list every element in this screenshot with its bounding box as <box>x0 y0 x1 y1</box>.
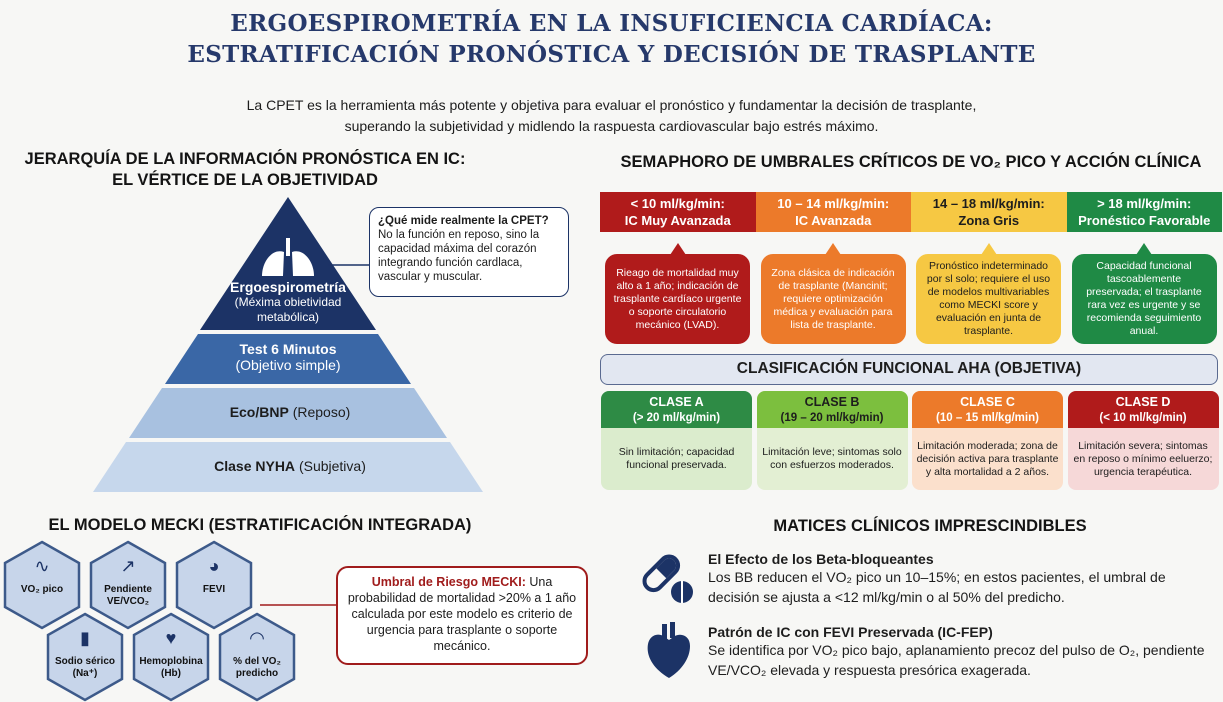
variable-label: % del VO₂ predicho <box>233 656 281 679</box>
matices-heading: MATICES CLÍNICOS IMPRESCINDIBLES <box>773 517 1087 535</box>
level-range: > 18 ml/kg/min: <box>1097 196 1192 211</box>
waveform-icon: ∿ <box>34 556 50 576</box>
aha-class-3 <box>912 391 1063 490</box>
class-text: Limitación moderada; zona de decisión activa para trasplante y alta mortalidad a 2 años. <box>916 439 1059 478</box>
semaphore-heading: SEMAPHORO DE UMBRALES CRÍTICOS DE VO₂ PICO Y ACCIÓN CLÍNICA <box>620 153 1202 171</box>
action-text: Zona clásica de indicación de trasplante (Mancinit; requiere optimización médica y evaluación para lista de trasplante. <box>771 266 895 331</box>
tier-4-title: Clase NYHA <box>214 458 296 474</box>
class-text: Sin limitación; capacidad funcional preservada. <box>618 446 735 471</box>
action-text: Rieago de mortalidad muy alto a 1 año; indicación de trasplante cardíaco urgente o soporte circulatorio mecánico (LVAD). <box>613 266 742 331</box>
level-label: Zona Gris <box>958 213 1020 228</box>
tier-1-sub1: (Méxima obietividad <box>234 295 342 309</box>
subtitle-line-1: La CPET es la herramienta más potente y objetiva para evaluar el pronóstico y fundamentar la decisión de trasplante, <box>246 97 977 113</box>
semaphore-level-3 <box>911 192 1067 232</box>
tier-2-label <box>188 341 388 373</box>
tier-1-title: Ergoespirometría <box>230 279 346 295</box>
subtitle-line-2: superando la subjetividad y midlendo la raspuesta cardiovascular bajo estrés máximo. <box>344 118 879 134</box>
matiz-1-text: Los BB reducen el VO₂ pico un 10–15%; en estos pacientes, el umbral de decisión se ajusta a <12 ml/kg/min o al 50% del predicho. <box>708 569 1166 605</box>
mecki-variable-vo2-predicho <box>217 612 297 702</box>
variable-label: VO₂ pico <box>20 584 64 595</box>
mecki-box-title: Umbral de Riesgo MECKI: <box>371 575 526 589</box>
class-range: (10 – 15 ml/kg/min) <box>936 412 1039 424</box>
title-line-1: ERGOESPIROMETRÍA EN LA INSUFICIENCIA CARDÍACA: <box>230 10 993 37</box>
tier-1-sub2: metabólica) <box>256 310 320 324</box>
class-name: CLASE A <box>649 395 704 409</box>
aha-class-4 <box>1068 391 1219 490</box>
aha-class-1 <box>601 391 752 490</box>
tier-3-sub: (Reposo) <box>292 404 351 420</box>
pyramid-heading-line-2: EL VÉRTICE DE LA OBJETIVIDAD <box>112 171 378 189</box>
tier-2-sub: (Objetivo simple) <box>235 357 341 373</box>
tier-2-title: Test 6 Minutos <box>239 341 337 357</box>
class-name: CLASE B <box>804 395 860 409</box>
matiz-ic-fep <box>708 624 1218 680</box>
class-text: Limitación severa; sintomas en reposo o mínimo eeluerzo; urgencia terapéutica. <box>1073 439 1213 478</box>
heart-icon <box>644 620 694 680</box>
heart-pulse-icon: ♥ <box>165 628 177 648</box>
mecki-box-text: Una probabilidad de mortalidad >20% a 1 año calculada por este modelo es criterio de urgencia para trasplante o soporte mecánico. <box>347 575 577 653</box>
callout-title: ¿Qué mide realmente la CPET? <box>378 215 549 227</box>
semaphore-action-1 <box>605 254 750 344</box>
level-range: 14 – 18 ml/kg/min: <box>932 196 1045 211</box>
semaphore-action-2 <box>761 254 906 344</box>
tier-4-sub: (Subjetiva) <box>298 458 366 474</box>
class-text: Limitación leve; sintomas solo con esfuerzos moderados. <box>762 446 902 471</box>
aha-heading: CLASIFICACIÓN FUNCIONAL AHA (OBJETIVA) <box>600 354 1218 385</box>
semaphore-level-1 <box>600 192 756 232</box>
mecki-variable-sodio-serico <box>45 612 125 702</box>
class-name: CLASE D <box>1115 395 1171 409</box>
class-range: (> 20 ml/kg/min) <box>632 412 721 424</box>
callout-text: No la función en reposo, sino la capacidad máxima del corazón integrando función cardlaca, vascular y muscular. <box>378 229 540 283</box>
tier-4-label <box>150 458 430 474</box>
variable-label: FEVI <box>202 584 226 595</box>
aha-class-2 <box>757 391 908 490</box>
tier-3-title: Eco/BNP <box>229 404 289 420</box>
tier-1-label <box>188 279 388 325</box>
matiz-2-title: Patrón de IC con FEVI Preservada (IC-FEP) <box>708 624 993 640</box>
mecki-connector <box>260 600 340 610</box>
matiz-2-text: Se identifica por VO₂ pico bajo, aplanamiento precoz del pulso de O₂, pendiente VE/VCO₂ elevada y respuesta presórica exagerada. <box>708 642 1205 678</box>
variable-label: Pendiente VE/VCO₂ <box>104 584 152 607</box>
variable-label: Sodio sérico (Na⁺) <box>54 656 115 679</box>
level-label: IC Muy Avanzada <box>624 213 731 228</box>
level-label: IC Avanzada <box>795 213 872 228</box>
action-text: Pronóstico indeterminado por sl solo; requiere el uso de modelos multivariables como MECKI score y evaluación en junta de trasplante. <box>926 260 1051 337</box>
class-range: (19 – 20 ml/kg/min) <box>780 412 884 424</box>
pyramid-heading-line-1: JERARQUÍA DE LA INFORMACIÓN PRONÓSTICA EN IC: <box>24 150 466 168</box>
action-text: Capacidad funcional tascoablemente preservada; el trasplante rara vez es urgente y se recomienda seguimiento anual. <box>1086 260 1202 337</box>
beaker-icon: ▮ <box>80 628 90 648</box>
semaphore-level-2 <box>756 192 912 232</box>
semaphore-action-3 <box>916 254 1061 344</box>
semaphore-action-4 <box>1072 254 1217 344</box>
variable-label: Hemoplobina (Hb) <box>139 656 203 679</box>
trend-chart-icon: ↗ <box>120 556 136 576</box>
class-range: (< 10 ml/kg/min) <box>1099 412 1187 424</box>
level-range: < 10 ml/kg/min: <box>630 196 725 211</box>
tier-3-label <box>150 404 430 420</box>
mecki-threshold-box <box>336 566 588 665</box>
matiz-beta-bloqueantes <box>708 551 1218 607</box>
level-label: Pronéstico Favorable <box>1078 213 1211 228</box>
pie-chart-icon: ◕ <box>208 556 220 576</box>
semaphore-level-4 <box>1067 192 1223 232</box>
mecki-heading: EL MODELO MECKI (ESTRATIFICACIÓN INTEGRADA) <box>48 516 472 534</box>
cpet-callout <box>369 207 569 297</box>
class-name: CLASE C <box>960 395 1015 409</box>
pill-icon <box>640 550 695 605</box>
title-line-2: ESTRATIFICACIÓN PRONÓSTICA Y DECISIÓN DE TRASPLANTE <box>187 41 1036 68</box>
mecki-variable-hemoglobina <box>131 612 211 702</box>
gauge-icon: ◠ <box>249 628 265 648</box>
level-range: 10 – 14 ml/kg/min: <box>777 196 890 211</box>
matiz-1-title: El Efecto de los Beta-bloqueantes <box>708 551 934 567</box>
